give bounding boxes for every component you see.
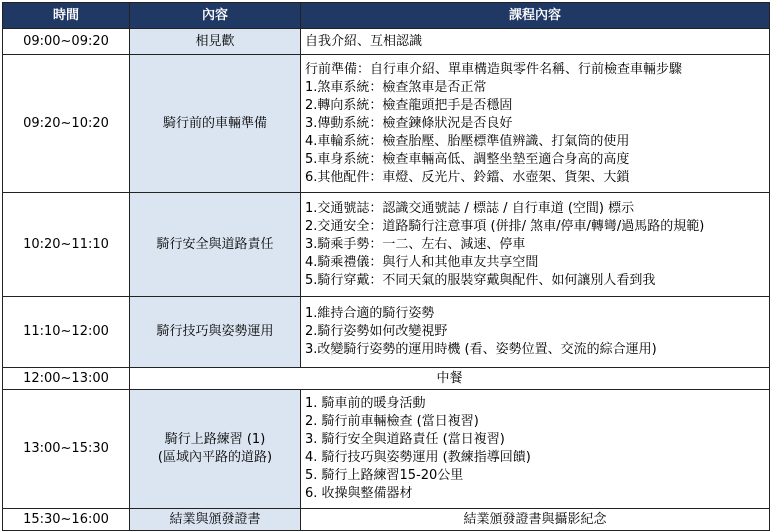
content-line: 1.煞車系統：檢查煞車是否正常 — [305, 79, 487, 95]
topic-line: 結業與頒發證書 — [169, 511, 261, 527]
topic-line: 騎行安全與道路責任 — [156, 236, 274, 252]
content-line: 2. 騎行前車輛檢查 (當日複習) — [305, 414, 479, 429]
header-content: 課程內容 — [301, 3, 770, 29]
content-cell — [301, 390, 770, 509]
table-row — [3, 509, 770, 531]
topic-cell — [130, 193, 301, 297]
content-line: 2.騎行姿勢如何改變視野 — [305, 324, 448, 339]
content-line: 3.騎乘手勢：一二、左右、減速、停車 — [305, 236, 526, 252]
content-line: 3. 騎行安全與道路責任 (當日複習) — [305, 432, 505, 447]
table-row — [3, 297, 770, 368]
topic-line: (區域內平路的道路) — [157, 450, 273, 465]
time-cell: 09:20~10:20 — [3, 55, 130, 193]
content-line: 1.交通號誌：認識交通號誌 / 標誌 / 自行車道 (空間) 標示 — [305, 200, 635, 216]
header-row — [3, 3, 770, 29]
content-cell — [301, 55, 770, 193]
time-cell: 12:00~13:00 — [3, 368, 130, 390]
topic-cell — [130, 29, 301, 55]
topic-line: 騎行技巧與姿勢運用 — [156, 324, 274, 339]
content-line: 1.維持合適的騎行姿勢 — [305, 306, 435, 321]
content-line: 4.車輪系統：檢查胎壓、胎壓標準值辨識、打氣筒的使用 — [305, 133, 630, 149]
topic-cell — [130, 509, 301, 531]
content-line: 1. 騎車前的暖身活動 — [305, 396, 426, 411]
lunch-cell: 中餐 — [130, 368, 770, 390]
content-line: 自我介紹、互相認識 — [305, 33, 423, 49]
table-row — [3, 29, 770, 55]
content-line: 5.車身系統：檢查車輛高低、調整坐墊至適合身高的高度 — [305, 151, 630, 167]
content-line: 4.騎乘禮儀：與行人和其他車友共享空間 — [305, 254, 539, 270]
topic-line: 騎行上路練習 (1) — [164, 432, 266, 447]
content-line: 2.交通安全：道路騎行注意事項 (併排/ 煞車/停車/轉彎/過馬路的規範) — [305, 218, 705, 234]
content-line: 5. 騎行上路練習15-20公里 — [305, 468, 464, 483]
content-cell-centered: 結業頒發證書與攝影紀念 — [301, 509, 770, 531]
content-line: 行前準備：自行車介紹、單車構造與零件名稱、行前檢查車輛步驟 — [305, 61, 683, 77]
content-line: 4. 騎行技巧與姿勢運用 (教練指導回饋) — [305, 450, 531, 465]
header-time: 時間 — [3, 3, 130, 29]
topic-line: 騎行前的車輛準備 — [162, 115, 267, 131]
time-cell: 13:00~15:30 — [3, 390, 130, 509]
content-line: 2.轉向系統：檢查龍頭把手是否穩固 — [305, 97, 513, 113]
table-row — [3, 55, 770, 193]
table-row — [3, 193, 770, 297]
header-topic: 內容 — [130, 3, 301, 29]
table-row — [3, 390, 770, 509]
time-cell: 09:00~09:20 — [3, 29, 130, 55]
topic-cell — [130, 297, 301, 368]
topic-line: 相見歡 — [195, 33, 235, 49]
time-cell: 10:20~11:10 — [3, 193, 130, 297]
content-line: 3.傳動系統：檢查鍊條狀況是否良好 — [305, 115, 513, 131]
content-line: 6.其他配件：車燈、反光片、鈴鐺、水壺架、貨架、大鎖 — [305, 169, 630, 185]
course-schedule-table — [2, 2, 770, 531]
content-cell — [301, 297, 770, 368]
content-cell — [301, 29, 770, 55]
content-cell — [301, 193, 770, 297]
time-cell: 15:30~16:00 — [3, 509, 130, 531]
topic-cell — [130, 390, 301, 509]
content-line: 5.騎行穿戴：不同天氣的服裝穿戴與配件、如何讓別人看到我 — [305, 272, 656, 288]
table-row — [3, 368, 770, 390]
topic-cell — [130, 55, 301, 193]
content-line: 6. 收操與整備器材 — [305, 486, 413, 501]
time-cell: 11:10~12:00 — [3, 297, 130, 368]
content-line: 3.改變騎行姿勢的運用時機 (看、姿勢位置、交流的綜合運用) — [305, 342, 657, 357]
